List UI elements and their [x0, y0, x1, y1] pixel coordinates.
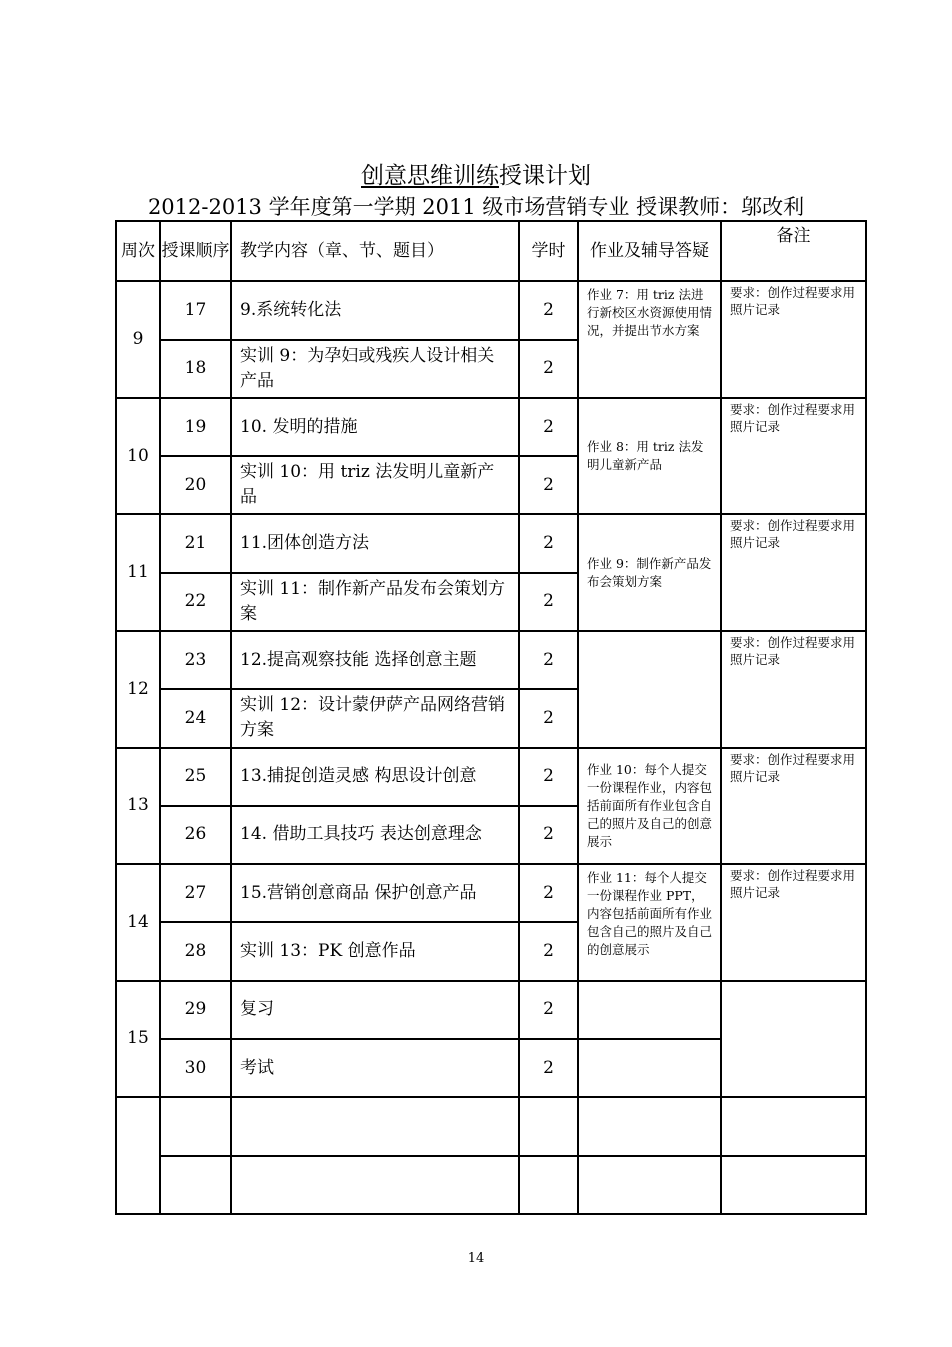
homework-cell: 作业 7：用 triz 法进行新校区水资源使用情况，并提出节水方案	[578, 281, 721, 398]
week-cell: 15	[116, 981, 160, 1098]
table-row	[116, 864, 866, 922]
homework-cell	[578, 981, 721, 1039]
hours-cell: 2	[519, 689, 578, 747]
document-subtitle: 2012-2013 学年度第一学期 2011 级市场营销专业 授课教师：邬改利	[147, 195, 805, 219]
week-cell: 10	[116, 398, 160, 515]
content-cell: 11.团体创造方法	[231, 514, 519, 572]
content-cell: 14. 借助工具技巧 表达创意理念	[231, 806, 519, 864]
table-row	[116, 631, 866, 689]
hours-cell: 2	[519, 922, 578, 980]
page-number: 14	[467, 1251, 485, 1266]
table-row	[116, 398, 866, 456]
header-content: 教学内容（章、节、题目）	[231, 221, 519, 281]
order-cell: 24	[160, 689, 231, 747]
order-cell	[160, 1097, 231, 1155]
homework-cell: 作业 10：每个人提交一份课程作业，内容包括前面所有作业包含自己的照片及自己的创意展示	[578, 748, 721, 865]
header-week: 周次	[116, 221, 160, 281]
order-cell: 27	[160, 864, 231, 922]
homework-cell	[578, 1097, 721, 1155]
note-cell: 要求：创作过程要求用照片记录	[721, 631, 866, 748]
content-cell	[231, 1097, 519, 1155]
hours-cell	[519, 1097, 578, 1155]
homework-cell	[578, 1156, 721, 1214]
document-title	[0, 161, 952, 191]
homework-cell	[578, 631, 721, 748]
hours-cell: 2	[519, 1039, 578, 1097]
hours-cell: 2	[519, 281, 578, 339]
content-cell	[231, 1156, 519, 1214]
header-row	[116, 221, 866, 281]
order-cell: 17	[160, 281, 231, 339]
content-cell: 12.提高观察技能 选择创意主题	[231, 631, 519, 689]
note-cell: 要求：创作过程要求用照片记录	[721, 748, 866, 865]
order-cell: 25	[160, 748, 231, 806]
table-row	[116, 748, 866, 806]
order-cell: 18	[160, 340, 231, 398]
hours-cell: 2	[519, 748, 578, 806]
empty-row	[116, 1156, 866, 1214]
homework-cell: 作业 8：用 triz 法发明儿童新产品	[578, 398, 721, 515]
content-cell: 实训 13：PK 创意作品	[231, 922, 519, 980]
week-cell	[116, 1097, 160, 1214]
content-cell: 实训 10：用 triz 法发明儿童新产品	[231, 456, 519, 514]
content-cell: 10. 发明的措施	[231, 398, 519, 456]
note-cell: 要求：创作过程要求用照片记录	[721, 514, 866, 631]
week-cell: 9	[116, 281, 160, 398]
week-cell: 11	[116, 514, 160, 631]
content-cell: 实训 12：设计蒙伊萨产品网络营销方案	[231, 689, 519, 747]
hours-cell: 2	[519, 398, 578, 456]
order-cell: 22	[160, 573, 231, 631]
order-cell: 26	[160, 806, 231, 864]
order-cell: 20	[160, 456, 231, 514]
table-row	[116, 281, 866, 339]
content-cell: 考试	[231, 1039, 519, 1097]
header-order: 授课顺序	[160, 221, 231, 281]
table-row	[116, 514, 866, 572]
content-cell: 9.系统转化法	[231, 281, 519, 339]
homework-cell	[578, 1039, 721, 1097]
teaching-plan-table	[115, 220, 867, 1215]
note-cell	[721, 1097, 866, 1155]
order-cell: 19	[160, 398, 231, 456]
content-cell: 实训 11：制作新产品发布会策划方案	[231, 573, 519, 631]
homework-cell: 作业 9：制作新产品发布会策划方案	[578, 514, 721, 631]
order-cell: 28	[160, 922, 231, 980]
hours-cell: 2	[519, 514, 578, 572]
title-rest: 授课计划	[499, 163, 591, 189]
homework-cell: 作业 11：每个人提交一份课程作业 PPT，内容包括前面所有作业包含自己的照片及自己的创意展示	[578, 864, 721, 981]
content-cell: 实训 9：为孕妇或残疾人设计相关产品	[231, 340, 519, 398]
note-cell	[721, 981, 866, 1098]
note-cell: 要求：创作过程要求用照片记录	[721, 864, 866, 981]
hours-cell: 2	[519, 573, 578, 631]
header-hours: 学时	[519, 221, 578, 281]
content-cell: 13.捕捉创造灵感 构思设计创意	[231, 748, 519, 806]
order-cell: 23	[160, 631, 231, 689]
hours-cell: 2	[519, 981, 578, 1039]
order-cell: 21	[160, 514, 231, 572]
table-row	[116, 981, 866, 1039]
content-cell: 15.营销创意商品 保护创意产品	[231, 864, 519, 922]
hours-cell: 2	[519, 340, 578, 398]
note-cell: 要求：创作过程要求用照片记录	[721, 281, 866, 398]
note-cell: 要求：创作过程要求用照片记录	[721, 398, 866, 515]
note-cell	[721, 1156, 866, 1214]
hours-cell: 2	[519, 631, 578, 689]
hours-cell: 2	[519, 864, 578, 922]
hours-cell: 2	[519, 806, 578, 864]
week-cell: 14	[116, 864, 160, 981]
title-underlined-part: 创意思维训练	[361, 163, 499, 189]
week-cell: 13	[116, 748, 160, 865]
order-cell: 29	[160, 981, 231, 1039]
hours-cell	[519, 1156, 578, 1214]
content-cell: 复习	[231, 981, 519, 1039]
empty-row	[116, 1097, 866, 1155]
order-cell: 30	[160, 1039, 231, 1097]
hours-cell: 2	[519, 456, 578, 514]
order-cell	[160, 1156, 231, 1214]
header-homework: 作业及辅导答疑	[578, 221, 721, 281]
header-notes: 备注	[721, 221, 866, 281]
week-cell: 12	[116, 631, 160, 748]
